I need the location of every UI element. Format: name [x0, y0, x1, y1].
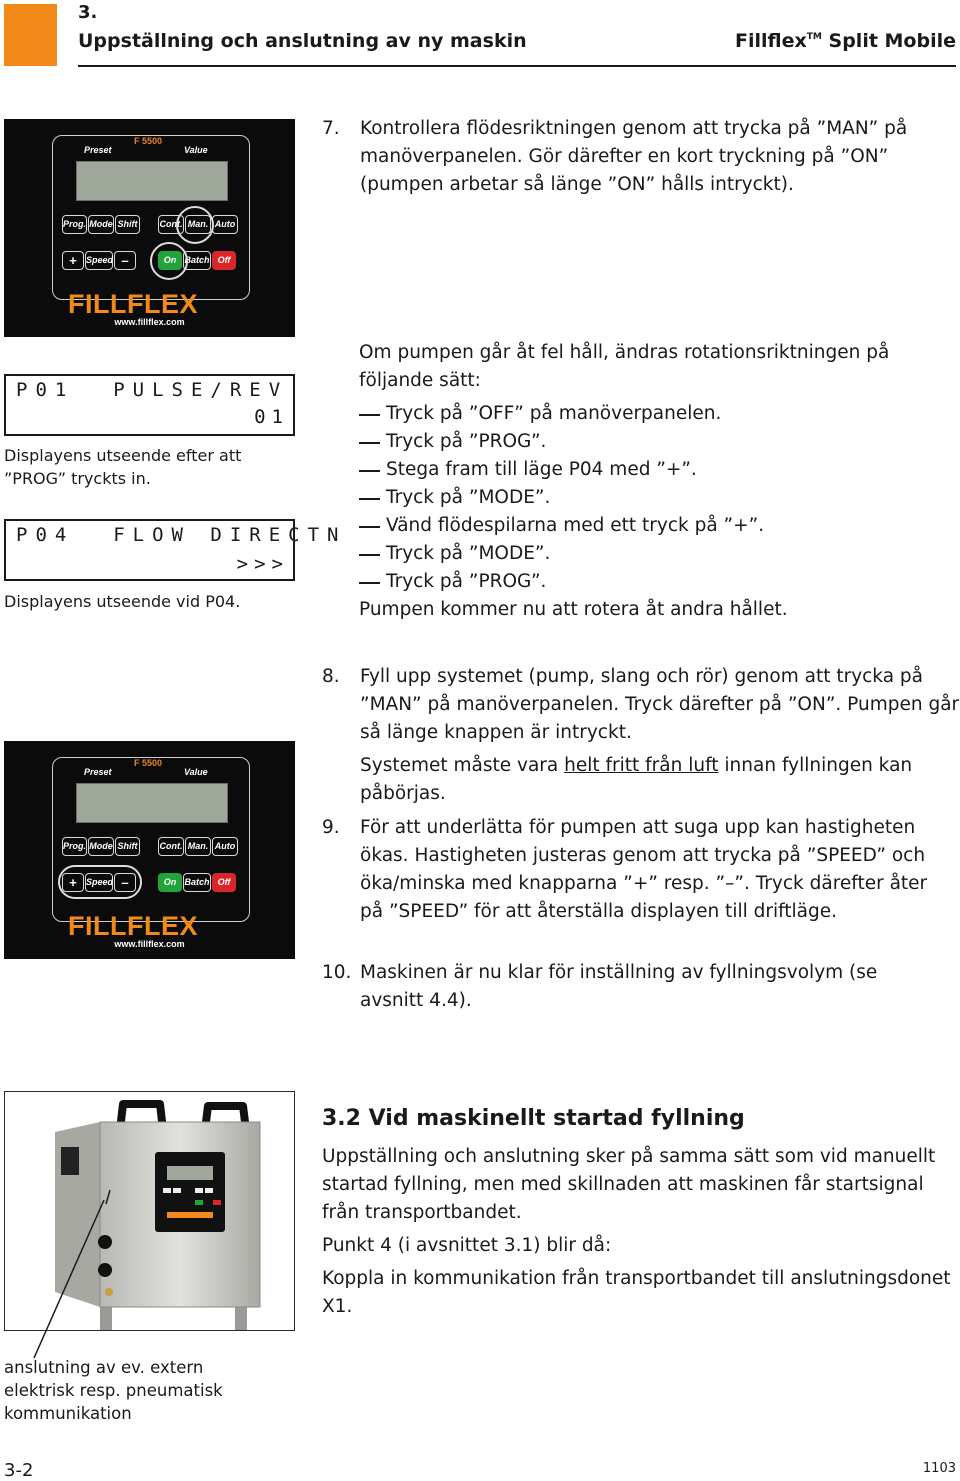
prog-key: Prog. — [62, 837, 87, 856]
step-number: 10. — [322, 962, 352, 983]
product-name: Fillflex™ Split Mobile — [735, 30, 956, 52]
panel-model: F 5500 — [134, 136, 163, 146]
section-para-1: Uppställning och anslutning sker på samma sätt som vid manuellt startad fyllning, men med skillnaden att maskinen får startsignal från transportbandet. — [322, 1146, 936, 1223]
control-panel-image — [4, 119, 295, 337]
lcd-display-p04 — [4, 519, 347, 581]
shift-key: Shift — [115, 215, 140, 234]
panel-model: F 5500 — [134, 758, 163, 768]
highlight-ring-speed — [58, 865, 142, 899]
minus-key: – — [114, 873, 136, 892]
section-title: 3.2 Vid maskinellt startad fyllning — [322, 1106, 745, 1131]
man-key: Man. — [185, 837, 211, 856]
value-label: Value — [184, 145, 208, 155]
photo-caption: anslutning av ev. extern elektrisk resp. pneumatisk kommunikation — [4, 1358, 223, 1423]
reverse-step: Tryck på ”PROG”. — [359, 428, 957, 456]
lcd-line-2: 01 — [254, 406, 289, 428]
off-key: Off — [212, 251, 236, 270]
plus-key: + — [62, 873, 84, 892]
on-key: On — [158, 251, 182, 270]
man-key: Man. — [185, 215, 211, 234]
auto-key: Auto — [212, 215, 238, 234]
reverse-step: Stega fram till läge P04 med ”+”. — [359, 456, 957, 484]
section-para-3: Koppla in kommunikation från transportbandet till anslutningsdonet X1. — [322, 1268, 951, 1317]
plus-key: + — [62, 251, 84, 270]
section-para-2: Punkt 4 (i avsnittet 3.1) blir då: — [322, 1235, 612, 1256]
brand-logo: FILLFLEX — [68, 289, 198, 319]
step-8-note: Systemet måste vara helt fritt från luft innan fyllningen kan påbörjas. — [360, 755, 913, 804]
speed-key: Speed — [85, 251, 113, 270]
underlined-text: helt fritt från luft — [564, 755, 719, 776]
trademark: TM — [806, 32, 822, 42]
preset-label: Preset — [84, 767, 112, 777]
page-number: 3-2 — [4, 1460, 34, 1481]
off-key: Off — [212, 873, 236, 892]
speed-key: Speed — [85, 873, 113, 892]
reverse-step: Tryck på ”OFF” på manöverpanelen. — [359, 400, 957, 428]
cont-key: Cont. — [158, 837, 184, 856]
lcd-line-2: >>> — [236, 553, 289, 575]
on-key: On — [158, 873, 182, 892]
step-number: 9. — [322, 817, 340, 838]
auto-key: Auto — [212, 837, 238, 856]
header-rule — [78, 65, 956, 67]
step-number: 7. — [322, 118, 340, 139]
section-body — [322, 1143, 958, 1321]
reverse-step: Tryck på ”PROG”. — [359, 568, 957, 596]
minus-key: – — [114, 251, 136, 270]
lcd-display-p01 — [4, 374, 295, 436]
lcd-line-1: P01 PULSE/REV — [16, 379, 289, 401]
step-text: Kontrollera flödesriktningen genom att trycka på ”MAN” på manöverpanelen. Gör därefter en kort tryckning på ”ON” (pumpen arbetar så länge ”ON” hålls intryckt). — [360, 118, 908, 195]
step-text: För att underlätta för pumpen att suga upp kan hastigheten ökas. Hastigheten justeras genom att trycka på ”SPEED” och öka/minska med knapparna ”+” resp. ”–”. Tryck därefter åter på ”SPEED” för att återställa displayen till driftläge. — [360, 817, 928, 922]
step-8 — [322, 663, 958, 813]
chapter-number: 3. — [78, 2, 98, 23]
step-number: 8. — [322, 666, 340, 687]
preset-label: Preset — [84, 145, 112, 155]
reverse-step: Vänd flödespilarna med ett tryck på ”+”. — [359, 512, 957, 540]
cont-key: Cont. — [158, 215, 184, 234]
reverse-step: Tryck på ”MODE”. — [359, 484, 957, 512]
value-label: Value — [184, 767, 208, 777]
display-1-caption: Displayens utseende efter att ”PROG” tryckts in. — [4, 446, 242, 488]
batch-key: Batch — [183, 251, 211, 270]
step-text: Maskinen är nu klar för inställning av fyllningsvolym (se avsnitt 4.4). — [360, 962, 878, 1011]
pointer-lines — [0, 1190, 140, 1360]
lcd-line-1: P04 FLOW DIRECTN — [16, 524, 347, 546]
reverse-outro: Pumpen kommer nu att rotera åt andra hållet. — [359, 599, 788, 620]
panel-lcd — [76, 783, 228, 823]
step-10 — [322, 959, 958, 1019]
shift-key: Shift — [115, 837, 140, 856]
highlight-ring-on — [150, 242, 188, 280]
brand-url: www.fillflex.com — [114, 939, 185, 949]
highlight-ring-man — [176, 206, 214, 244]
display-2-caption: Displayens utseende vid P04. — [4, 592, 241, 611]
brand-url: www.fillflex.com — [114, 317, 185, 327]
panel-lcd — [76, 161, 228, 201]
step-9 — [322, 814, 958, 954]
mode-key: Mode — [88, 215, 114, 234]
reverse-step: Tryck på ”MODE”. — [359, 540, 957, 568]
prog-key: Prog. — [62, 215, 87, 234]
mode-key: Mode — [88, 837, 114, 856]
reverse-intro: Om pumpen går åt fel håll, ändras rotationsriktningen på följande sätt: — [359, 342, 890, 391]
brand-logo: FILLFLEX — [68, 911, 198, 941]
chapter-color-block — [4, 4, 57, 66]
step-8-text: Fyll upp systemet (pump, slang och rör) genom att trycka på ”MAN” på manöverpanelen. Tryck därefter på ”ON”. Pumpen går så länge knappen är intryckt. — [360, 666, 960, 743]
batch-key: Batch — [183, 873, 211, 892]
document-code: 1103 — [922, 1461, 956, 1476]
chapter-title: Uppställning och anslutning av ny maskin — [78, 30, 527, 52]
reverse-procedure — [359, 339, 957, 624]
control-panel-image — [4, 741, 295, 959]
step-text — [360, 663, 960, 808]
